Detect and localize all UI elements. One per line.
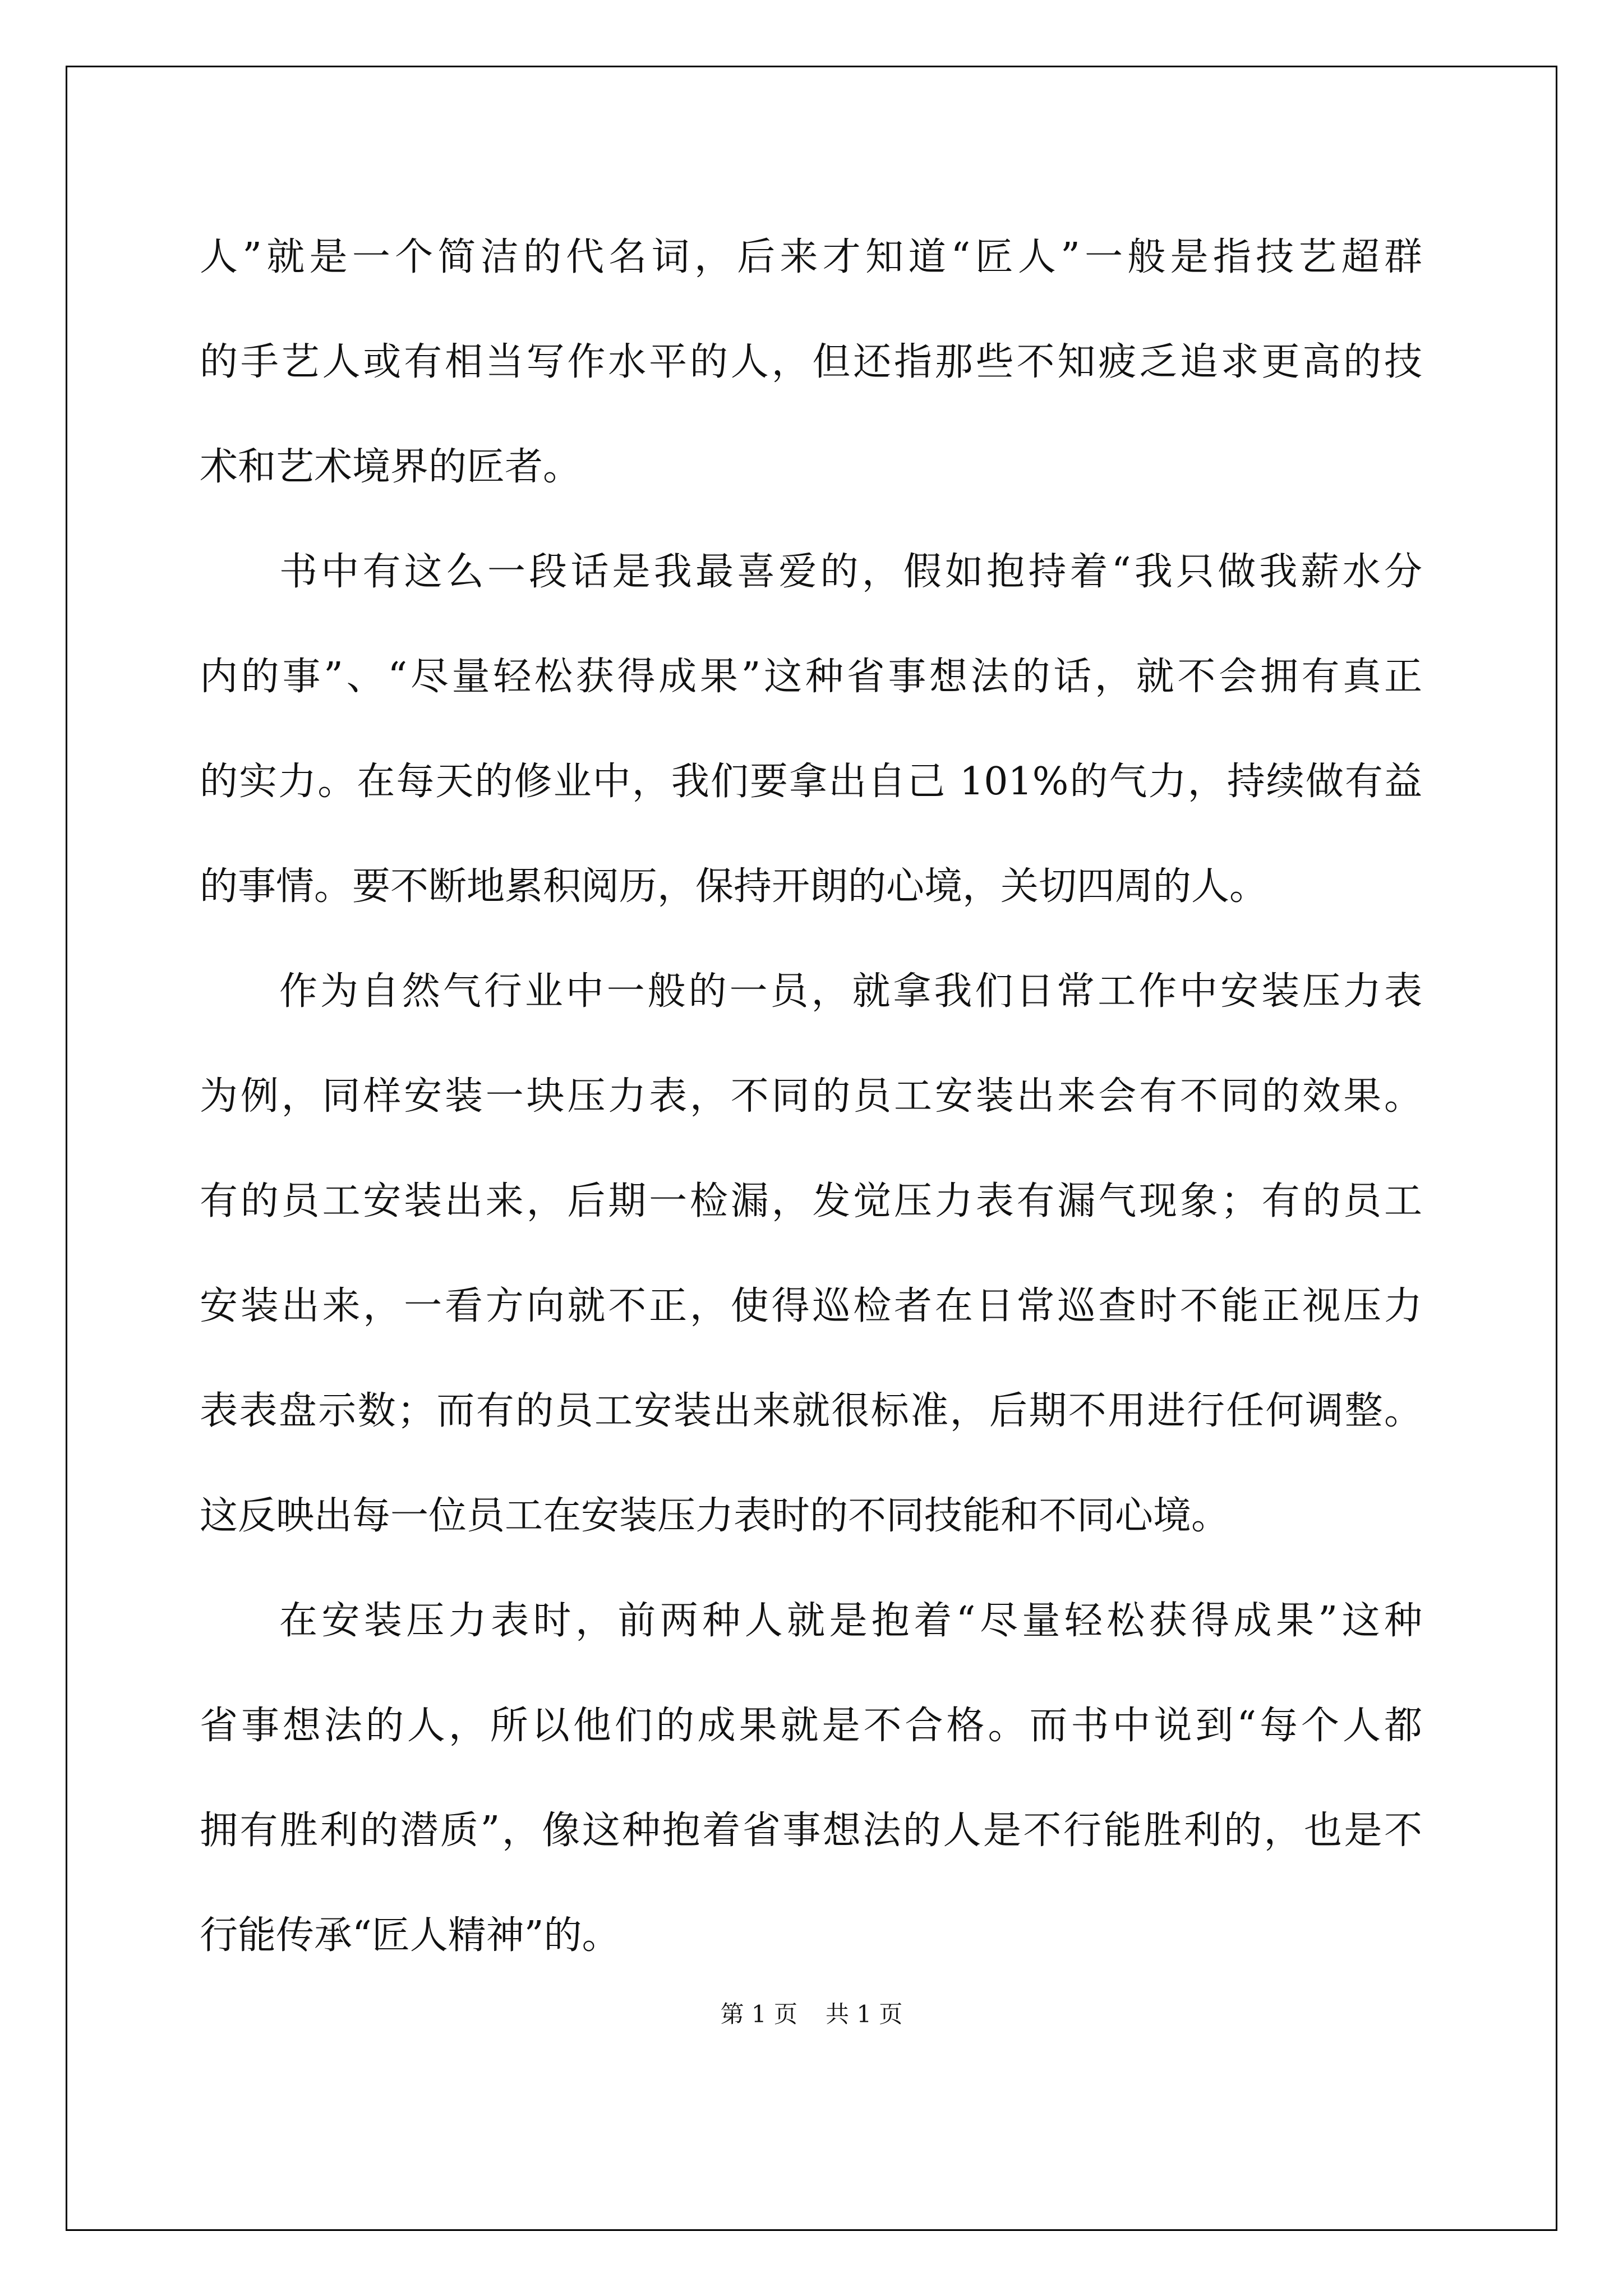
text-line: 的实力。在每天的修业中，我们要拿出自己 101%的气力，持续做有益 — [200, 760, 1422, 804]
text-line: 表表盘示数；而有的员工安装出来就很标准，后期不用进行任何调整。 — [200, 1389, 1422, 1433]
text-line: 在安装压力表时，前两种人就是抱着“尽量轻松获得成果”这种 — [279, 1599, 1422, 1643]
text-line: 的事情。要不断地累积阅历，保持开朗的心境，关切四周的人。 — [200, 864, 1268, 909]
text-line: 行能传承“匠人精神”的。 — [200, 1913, 620, 1958]
text-line: 拥有胜利的潜质”，像这种抱着省事想法的人是不行能胜利的，也是不 — [200, 1809, 1422, 1853]
document-body — [200, 205, 1422, 1988]
text-line: 为例，同样安装一块压力表，不同的员工安装出来会有不同的效果。 — [200, 1074, 1422, 1119]
text-line: 作为自然气行业中一般的一员，就拿我们日常工作中安装压力表 — [279, 969, 1422, 1014]
text-line: 安装出来，一看方向就不正，使得巡检者在日常巡查时不能正视压力 — [200, 1284, 1422, 1328]
page-footer — [0, 1996, 1623, 2030]
text-line: 这反映出每一位员工在安装压力表时的不同技能和不同心境。 — [200, 1494, 1230, 1538]
page-number-total: 共 1 页 — [826, 2000, 903, 2028]
page-number-current: 第 1 页 — [720, 2000, 797, 2028]
text-line: 书中有这么一段话是我最喜爱的，假如抱持着“我只做我薪水分 — [279, 550, 1423, 594]
text-line: 有的员工安装出来，后期一检漏，发觉压力表有漏气现象；有的员工 — [200, 1179, 1422, 1223]
text-line: 人”就是一个简洁的代名词，后来才知道“匠人”一般是指技艺超群 — [200, 235, 1422, 279]
text-line: 内的事”、“尽量轻松获得成果”这种省事想法的话，就不会拥有真正 — [200, 655, 1422, 699]
text-line: 的手艺人或有相当写作水平的人，但还指那些不知疲乏追求更高的技 — [200, 340, 1422, 384]
text-line: 省事想法的人，所以他们的成果就是不合格。而书中说到“每个人都 — [200, 1704, 1422, 1748]
text-line: 术和艺术境界的匠者。 — [200, 445, 582, 489]
